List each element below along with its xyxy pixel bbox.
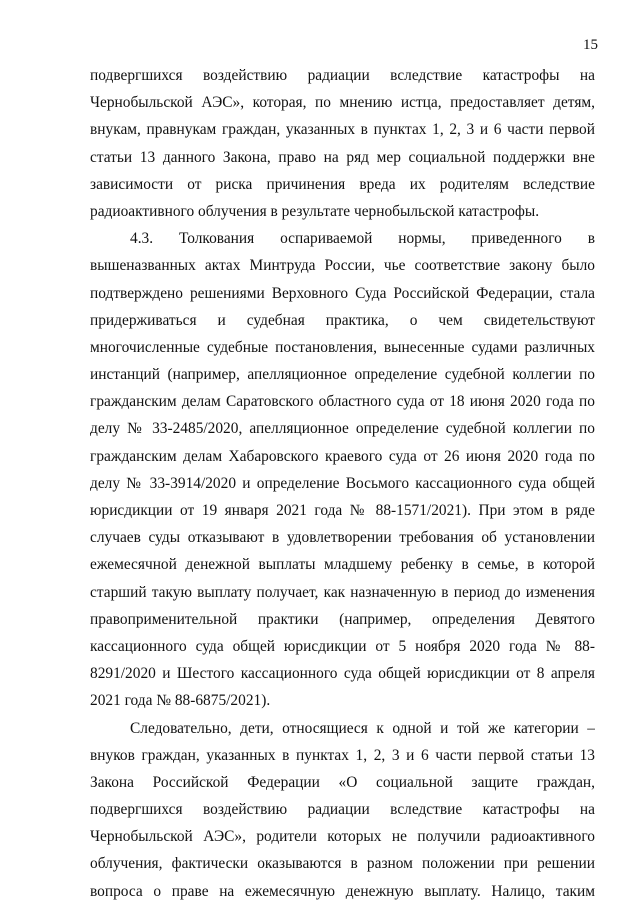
text-line: подвергшихся воздействию радиации вследствие катастрофы на [90, 801, 595, 819]
document-body [90, 62, 595, 905]
text-line: делу № 33-3914/2020 и определение Восьмого кассационного суда общей [90, 474, 595, 492]
text-line: делу № 33-2485/2020, апелляционное определение судебной коллегии по [90, 420, 595, 438]
text-line: придерживаться и судебная практика, о чем свидетельствуют [90, 311, 595, 329]
text-line: многочисленные судебные постановления, вынесенные судами различных [90, 338, 595, 356]
text-line: радиоактивного облучения в результате чернобыльской катастрофы. [90, 202, 540, 220]
text-line: Следовательно, дети, относящиеся к одной и той же категории – [130, 719, 595, 737]
text-line: облучения, фактически оказываются в разном положении при решении [90, 855, 595, 873]
text-line: инстанций (например, апелляционное определение судебной коллегии по [90, 366, 595, 384]
text-line: кассационного суда общей юрисдикции от 5 ноября 2020 года № 88- [90, 637, 595, 655]
text-line: Чернобыльской АЭС», которая, по мнению истца, предоставляет детям, [90, 94, 595, 112]
text-line: ежемесячной денежной выплаты младшему ребенку в семье, в которой [90, 556, 595, 574]
text-line: гражданским делам Саратовского областного суда от 18 июня 2020 года по [90, 393, 595, 411]
text-line: старший такую выплату получает, как назначенную в период до изменения [90, 583, 595, 601]
text-line: правоприменительной практики (например, определения Девятого [90, 610, 595, 628]
text-line: вопроса о праве на ежемесячную денежную выплату. Налицо, таким [90, 882, 595, 900]
text-line: внуков граждан, указанных в пунктах 1, 2, 3 и 6 части первой статьи 13 [90, 746, 595, 764]
text-line: вышеназванных актах Минтруда России, чье соответствие закону было [90, 257, 595, 275]
text-line: статьи 13 данного Закона, право на ряд мер социальной поддержки вне [90, 148, 595, 166]
text-line: 2021 года № 88-6875/2021). [90, 692, 271, 710]
text-line: подвергшихся воздействию радиации вследствие катастрофы на [90, 67, 595, 84]
text-line: зависимости от риска причинения вреда их родителям вследствие [90, 175, 595, 193]
text-line: Чернобыльской АЭС», родители которых не получили радиоактивного [90, 828, 595, 846]
text-line: гражданским делам Хабаровского краевого суда от 26 июня 2020 года по [90, 447, 595, 465]
text-line: внукам, правнукам граждан, указанных в пунктах 1, 2, 3 и 6 части первой [90, 121, 595, 139]
page-number: 15 [583, 37, 598, 53]
text-line: подтверждено решениями Верховного Суда Российской Федерации, стала [90, 284, 595, 302]
text-line: случаев суды отказывают в удовлетворении требования об установлении [90, 529, 595, 547]
text-line: Закона Российской Федерации «О социальной защите граждан, [90, 773, 595, 791]
text-line: юрисдикции от 19 января 2021 года № 88-1571/2021). При этом в ряде [90, 502, 595, 519]
text-line: 4.3. Толкования оспариваемой нормы, приведенного в [130, 230, 595, 248]
text-line: 8291/2020 и Шестого кассационного суда общей юрисдикции от 8 апреля [90, 665, 595, 683]
